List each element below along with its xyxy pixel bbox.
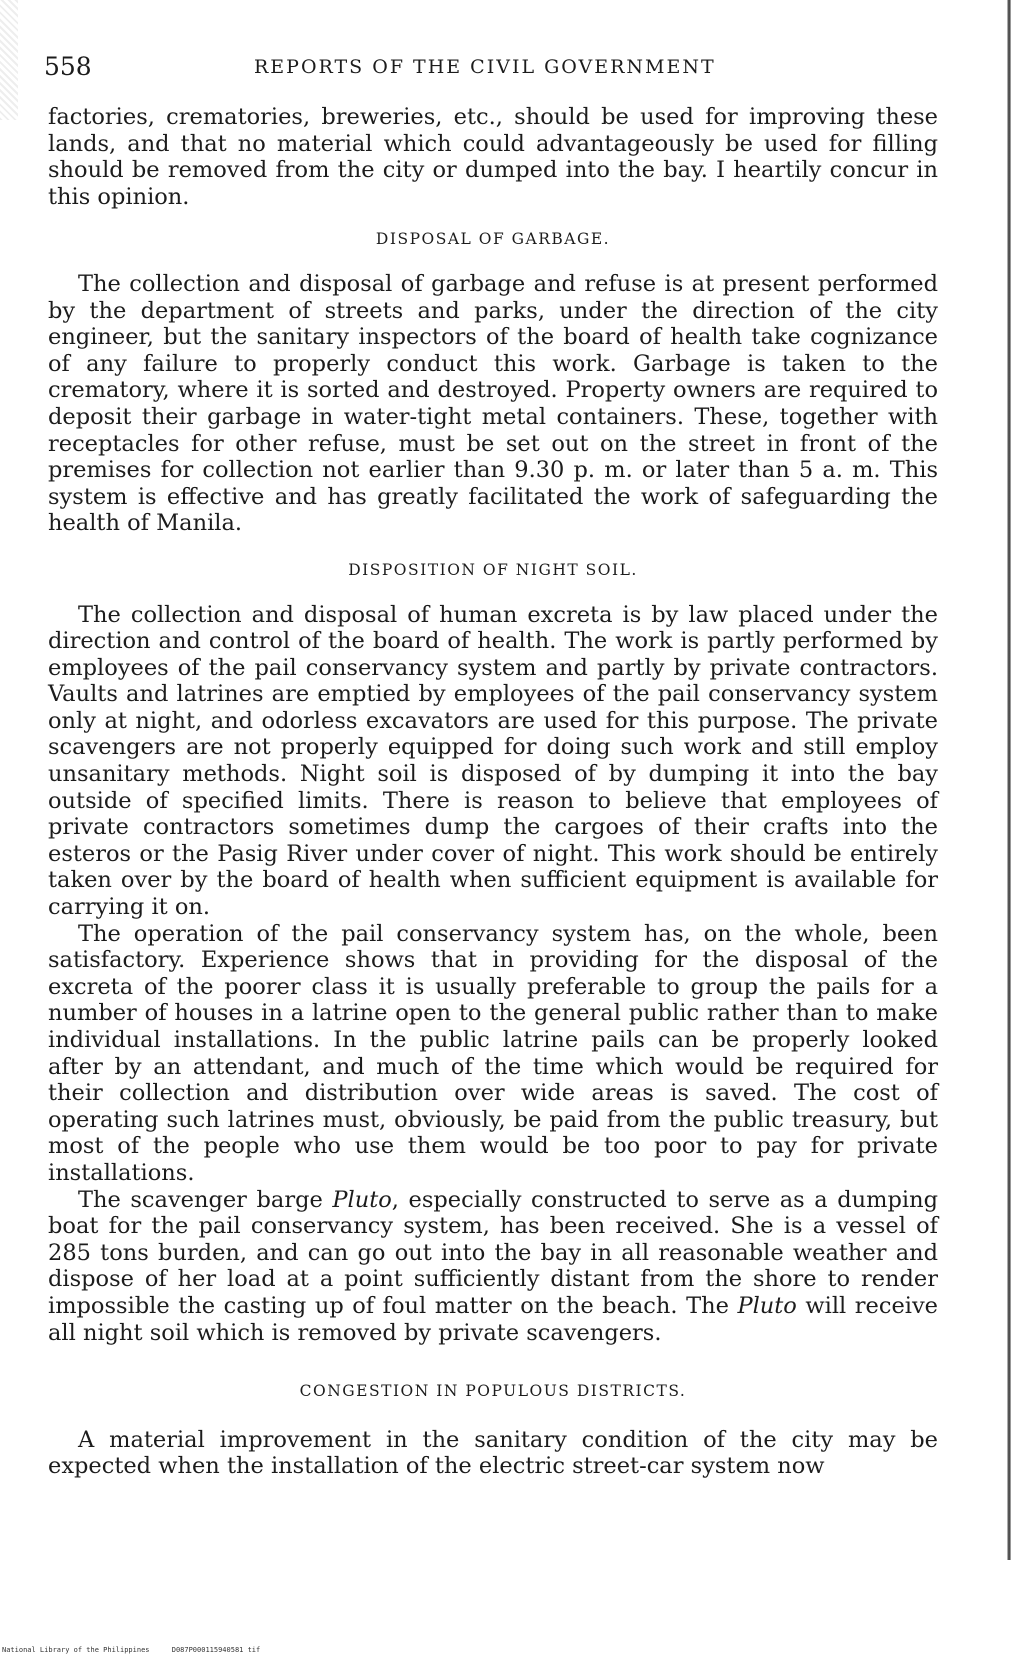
ship-name-pluto: Pluto	[332, 1186, 392, 1213]
night-soil-paragraph-2: The operation of the pail conservancy system has, on the whole, been satisfactory. Experience shows that in providing for the disposal of the excreta of the poorer class it is usually preferable to group the pails for a number of houses in a latrine open to the general public rather than to make individual installations. In the public latrine pails can be properly looked after by an attendant, and much of the time which would be required for their collection and distribution over wide areas is saved. The cost of operating such latrines must, obviously, be paid from the public treasury, but most of the people who use them would be too poor to pay for private installations.	[48, 920, 938, 1186]
body-text	[48, 104, 938, 1480]
heading-disposition-of-night-soil: DISPOSITION OF NIGHT SOIL.	[348, 560, 638, 579]
ship-name-pluto-second: Pluto	[737, 1292, 797, 1319]
scan-edge-right	[1007, 0, 1011, 1560]
running-title: REPORTS OF THE CIVIL GOVERNMENT	[254, 56, 716, 78]
page-number: 558	[44, 52, 92, 81]
pluto-text-b: , especially constructed to serve as a dumping boat for the pail conservancy system, has been received. She is a vessel of 285 tons burden, and can go out into the bay in all reasonable weather and dispose of her load at a point sufficiently distant from the shore to render impossible the casting up of foul matter on the beach. The	[48, 1186, 938, 1319]
night-soil-paragraph-1: The collection and disposal of human excreta is by law placed under the direction and control of the board of health. The work is partly performed by employees of the pail conservancy system and partly by private contractors. Vaults and latrines are emptied by employees of the pail conservancy system only at night, and odorless excavators are used for this purpose. The private scavengers are not properly equipped for doing such work and still employ unsanitary methods. Night soil is disposed of by dumping it into the bay outside of specified limits. There is reason to believe that employees of private contractors sometimes dump the cargoes of their crafts into the esteros or the Pasig River under cover of night. This work should be entirely taken over by the board of health when sufficient equipment is available for carrying it on.	[48, 601, 938, 921]
footer-library: National Library of the Philippines	[2, 1646, 150, 1654]
pluto-text-a: The scavenger barge	[78, 1186, 333, 1213]
garbage-paragraph: The collection and disposal of garbage and refuse is at present performed by the department of streets and parks, under the direction of the city engineer, but the sanitary inspectors of the board of health take cognizance of any failure to properly conduct this work. Garbage is taken to the crematory, where it is sorted and destroyed. Property owners are required to deposit their garbage in water-tight metal containers. These, together with receptacles for other refuse, must be set out on the street in front of the premises for collection not earlier than 9.30 p. m. or later than 5 a. m. This system is effective and has greatly facilitated the work of safeguarding the health of Manila.	[48, 270, 938, 537]
pluto-paragraph	[48, 1187, 938, 1347]
continuation-paragraph: factories, crematories, breweries, etc., should be used for improving these lands, and that no material which could advantageously be used for filling should be removed from the city or dumped into the bay. I heartily concur in this opinion.	[48, 104, 938, 210]
footer-file-id: D087P000115940581 tif	[171, 1646, 261, 1654]
congestion-paragraph: A material improvement in the sanitary condition of the city may be expected when the installation of the electric street-car system now	[48, 1426, 938, 1480]
pluto-text-c: will receive all night soil which is removed by private scavengers.	[48, 1292, 938, 1346]
running-head	[44, 52, 934, 88]
heading-disposal-of-garbage: DISPOSAL OF GARBAGE.	[375, 230, 611, 249]
scan-edge-left	[0, 0, 18, 120]
heading-congestion-in-populous-districts: CONGESTION IN POPULOUS DISTRICTS.	[299, 1382, 687, 1401]
scan-footer	[2, 1646, 278, 1654]
